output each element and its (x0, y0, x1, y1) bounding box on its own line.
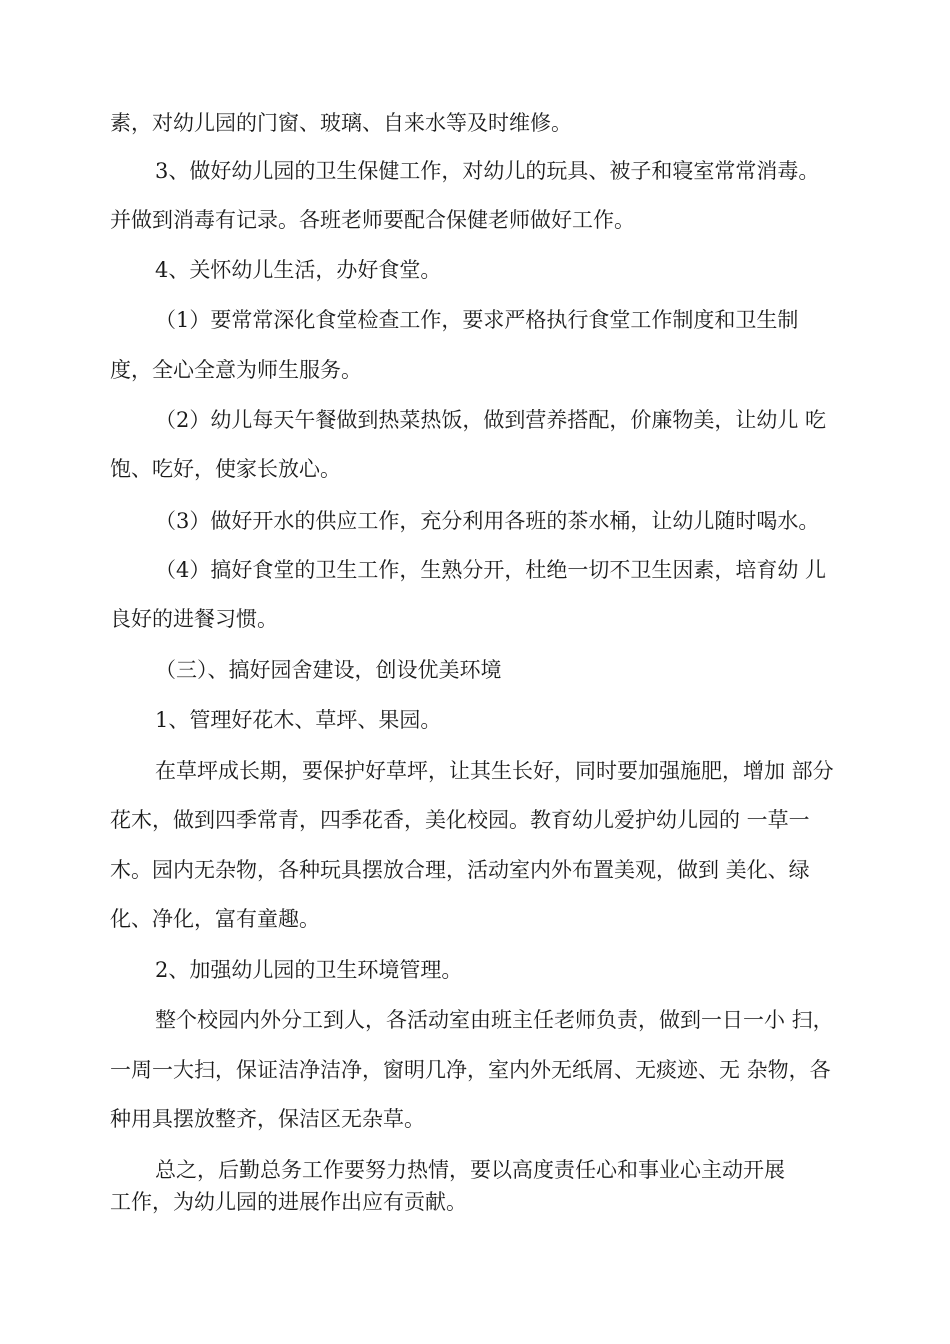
body-line: 素，对幼儿园的门窗、玻璃、自来水等及时维修。 (110, 111, 572, 135)
body-line: 化、净化，富有童趣。 (110, 907, 320, 931)
section-heading: （三）、搞好园舍建设，创设优美环境 (155, 658, 502, 682)
body-line: 并做到消毒有记录。各班老师要配合保健老师做好工作。 (110, 208, 635, 232)
body-line: 种用具摆放整齐，保洁区无杂草。 (110, 1107, 425, 1131)
body-line: 工作，为幼儿园的进展作出应有贡献。 (110, 1190, 467, 1214)
section-heading: 4、关怀幼儿生活，办好食堂。 (155, 258, 442, 282)
body-line: 饱、吃好，使家长放心。 (110, 457, 341, 481)
body-line: 度，全心全意为师生服务。 (110, 358, 362, 382)
body-line: （2）幼儿每天午餐做到热菜热饭，做到营养搭配，价廉物美，让幼儿 吃 (155, 408, 827, 432)
body-line: 在草坪成长期，要保护好草坪，让其生长好，同时要加强施肥，增加 部分 (155, 759, 834, 783)
body-line: 良好的进餐习惯。 (110, 607, 278, 631)
body-line: 总之，后勤总务工作要努力热情，要以高度责任心和事业心主动开展 (155, 1158, 785, 1182)
body-line: 3、做好幼儿园的卫生保健工作，对幼儿的玩具、被子和寝室常常消毒。 (155, 159, 820, 183)
section-heading: 2、加强幼儿园的卫生环境管理。 (155, 958, 463, 982)
body-line: 花木，做到四季常青，四季花香，美化校园。教育幼儿爱护幼儿园的 一草一 (110, 808, 810, 832)
section-heading: 1、管理好花木、草坪、果园。 (155, 708, 442, 732)
body-line: 一周一大扫，保证洁净洁净，窗明几净，室内外无纸屑、无痰迹、无 杂物，各 (110, 1058, 831, 1082)
body-line: （1）要常常深化食堂检查工作，要求严格执行食堂工作制度和卫生制 (155, 308, 799, 332)
body-line: 整个校园内外分工到人，各活动室由班主任老师负责，做到一日一小 扫， (155, 1008, 834, 1032)
body-line: （3）做好开水的供应工作，充分利用各班的茶水桶，让幼儿随时喝水。 (155, 509, 820, 533)
body-line: （4）搞好食堂的卫生工作，生熟分开，杜绝一切不卫生因素，培育幼 儿 (155, 558, 827, 582)
body-line: 木。园内无杂物，各种玩具摆放合理，活动室内外布置美观，做到 美化、绿 (110, 858, 810, 882)
